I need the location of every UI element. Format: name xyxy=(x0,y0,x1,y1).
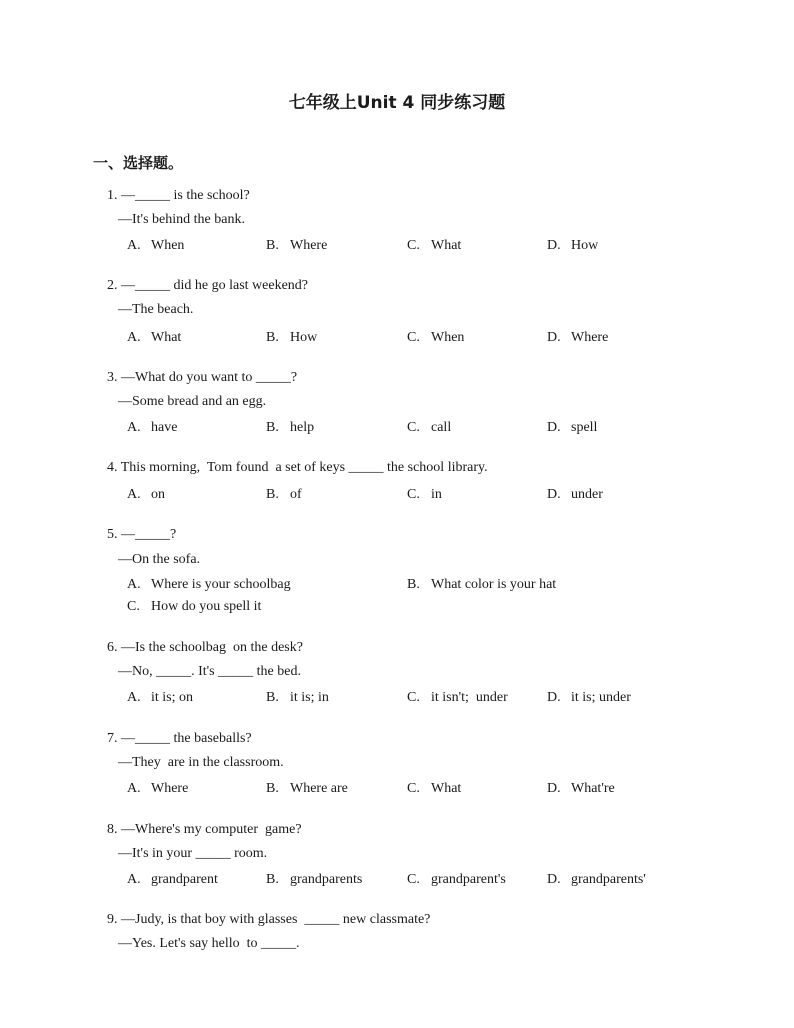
question-stem: 2. —_____ did he go last weekend? xyxy=(107,278,309,293)
question-reply: —They are in the classroom. xyxy=(118,755,284,770)
option-d: D. spell xyxy=(547,420,598,435)
option-b: B. of xyxy=(266,487,302,502)
option-a: A. grandparent xyxy=(127,872,218,887)
option-c: C. When xyxy=(407,330,465,345)
option-d: D. it is; under xyxy=(547,690,631,705)
section-heading: 一、选择题。 xyxy=(93,154,184,172)
option-b: B. What color is your hat xyxy=(407,577,557,592)
question-stem: 4. This morning, Tom found a set of keys _____ the school library. xyxy=(107,460,488,475)
question-reply: —It's in your _____ room. xyxy=(118,846,268,861)
page-title: 七年级上Unit 4 同步练习题 xyxy=(288,93,506,113)
question-reply: —It's behind the bank. xyxy=(118,212,245,227)
question-stem: 1. —_____ is the school? xyxy=(107,188,250,203)
question-reply: —No, _____. It's _____ the bed. xyxy=(118,664,301,679)
option-c: C. call xyxy=(407,420,452,435)
option-a: A. What xyxy=(127,330,182,345)
option-b: B. grandparents xyxy=(266,872,363,887)
option-d: D. What're xyxy=(547,781,615,796)
option-a: A. have xyxy=(127,420,178,435)
option-a: A. it is; on xyxy=(127,690,194,705)
option-b: B. help xyxy=(266,420,315,435)
question-reply: —On the sofa. xyxy=(118,552,201,567)
option-b: B. Where xyxy=(266,238,328,253)
option-b: B. Where are xyxy=(266,781,348,796)
option-c: C. What xyxy=(407,238,462,253)
question-reply: —The beach. xyxy=(118,302,194,317)
option-a: A. Where is your schoolbag xyxy=(127,577,291,592)
option-a: A. When xyxy=(127,238,185,253)
option-c: C. What xyxy=(407,781,462,796)
option-d: D. How xyxy=(547,238,599,253)
option-d: D. grandparents' xyxy=(547,872,646,887)
option-b: B. How xyxy=(266,330,318,345)
option-c: C. grandparent's xyxy=(407,872,506,887)
question-reply: —Yes. Let's say hello to _____. xyxy=(118,936,300,951)
option-c: C. it isn't; under xyxy=(407,690,508,705)
option-c: C. in xyxy=(407,487,442,502)
question-stem: 7. —_____ the baseballs? xyxy=(107,731,252,746)
question-stem: 8. —Where's my computer game? xyxy=(107,822,302,837)
question-stem: 5. —_____? xyxy=(107,527,177,542)
option-d: D. under xyxy=(547,487,603,502)
question-reply: —Some bread and an egg. xyxy=(118,394,267,409)
option-d: D. Where xyxy=(547,330,609,345)
option-b: B. it is; in xyxy=(266,690,329,705)
question-stem: 9. —Judy, is that boy with glasses _____ new classmate? xyxy=(107,912,431,927)
option-a: A. Where xyxy=(127,781,189,796)
option-a: A. on xyxy=(127,487,165,502)
question-stem: 3. —What do you want to _____? xyxy=(107,370,298,385)
option-c: C. How do you spell it xyxy=(127,599,262,614)
question-stem: 6. —Is the schoolbag on the desk? xyxy=(107,640,303,655)
